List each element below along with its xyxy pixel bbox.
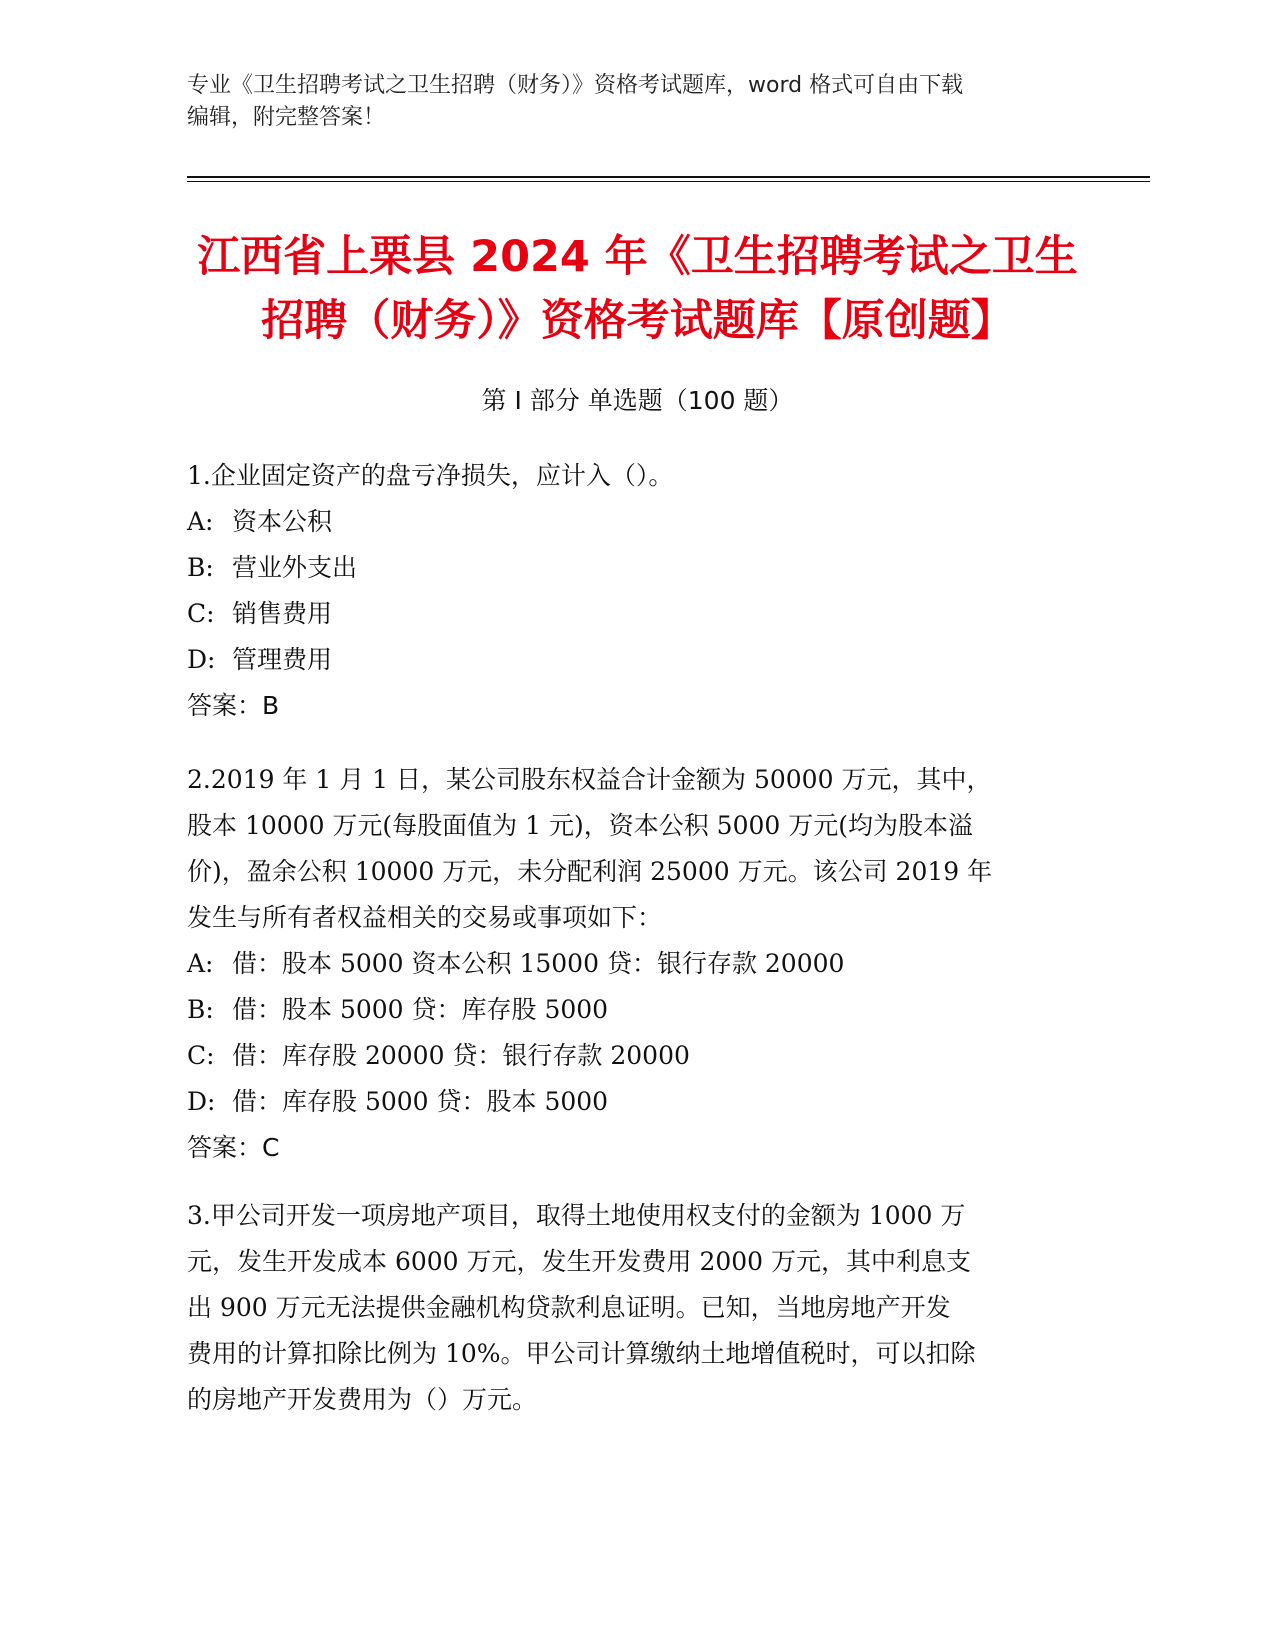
header-line-2: 编辑，附完整答案！ <box>187 105 386 130</box>
title-line-2: 招聘（财务）》资格考试题库【原创题】 <box>261 296 1014 346</box>
question-2 <box>187 757 1067 1171</box>
option-a: A: 资本公积 <box>187 507 333 536</box>
section-heading: 第 I 部分 单选题（100 题） <box>481 386 794 415</box>
title-line-1: 江西省上栗县 2024 年《卫生招聘考试之卫生 <box>197 232 1078 282</box>
question-text: 1.企业固定资产的盘亏净损失，应计入（）。 <box>187 461 674 490</box>
question-text-line: 的房地产开发费用为（）万元。 <box>187 1385 538 1414</box>
question-text-line: 费用的计算扣除比例为 10%。甲公司计算缴纳土地增值税时，可以扣除 <box>187 1339 976 1368</box>
option-b: B: 借：股本 5000 贷：库存股 5000 <box>187 995 609 1024</box>
document-title <box>180 225 1095 353</box>
option-d: D: 管理费用 <box>187 645 333 674</box>
option-b: B: 营业外支出 <box>187 553 358 582</box>
option-c: C: 销售费用 <box>187 599 333 628</box>
question-text-line: 出 900 万元无法提供金融机构贷款利息证明。已知，当地房地产开发 <box>187 1293 951 1322</box>
question-text-line: 元，发生开发成本 6000 万元，发生开发费用 2000 万元，其中利息支 <box>187 1247 972 1276</box>
question-1 <box>187 453 1067 729</box>
header-rule-thin <box>187 181 1150 182</box>
option-c: C: 借：库存股 20000 贷：银行存款 20000 <box>187 1041 690 1070</box>
question-text-line: 价)，盈余公积 10000 万元，未分配利润 25000 万元。该公司 2019 年 <box>187 857 993 886</box>
question-text-line: 股本 10000 万元(每股面值为 1 元)，资本公积 5000 万元(均为股本溢 <box>187 811 974 840</box>
header-rule-thick <box>187 176 1150 178</box>
question-3 <box>187 1193 1067 1423</box>
header-line-1: 专业《卫生招聘考试之卫生招聘（财务）》资格考试题库，word 格式可自由下载 <box>187 73 964 98</box>
answer: 答案：C <box>187 1133 280 1162</box>
question-text-line: 发生与所有者权益相关的交易或事项如下： <box>187 903 663 932</box>
option-a: A: 借：股本 5000 资本公积 15000 贷：银行存款 20000 <box>187 949 845 978</box>
header-note <box>187 70 1057 134</box>
answer: 答案：B <box>187 691 280 720</box>
question-text-line: 3.甲公司开发一项房地产项目，取得土地使用权支付的金额为 1000 万 <box>187 1201 966 1230</box>
question-text-line: 2.2019 年 1 月 1 日，某公司股东权益合计金额为 50000 万元，其中， <box>187 765 992 794</box>
option-d: D: 借：库存股 5000 贷：股本 5000 <box>187 1087 609 1116</box>
